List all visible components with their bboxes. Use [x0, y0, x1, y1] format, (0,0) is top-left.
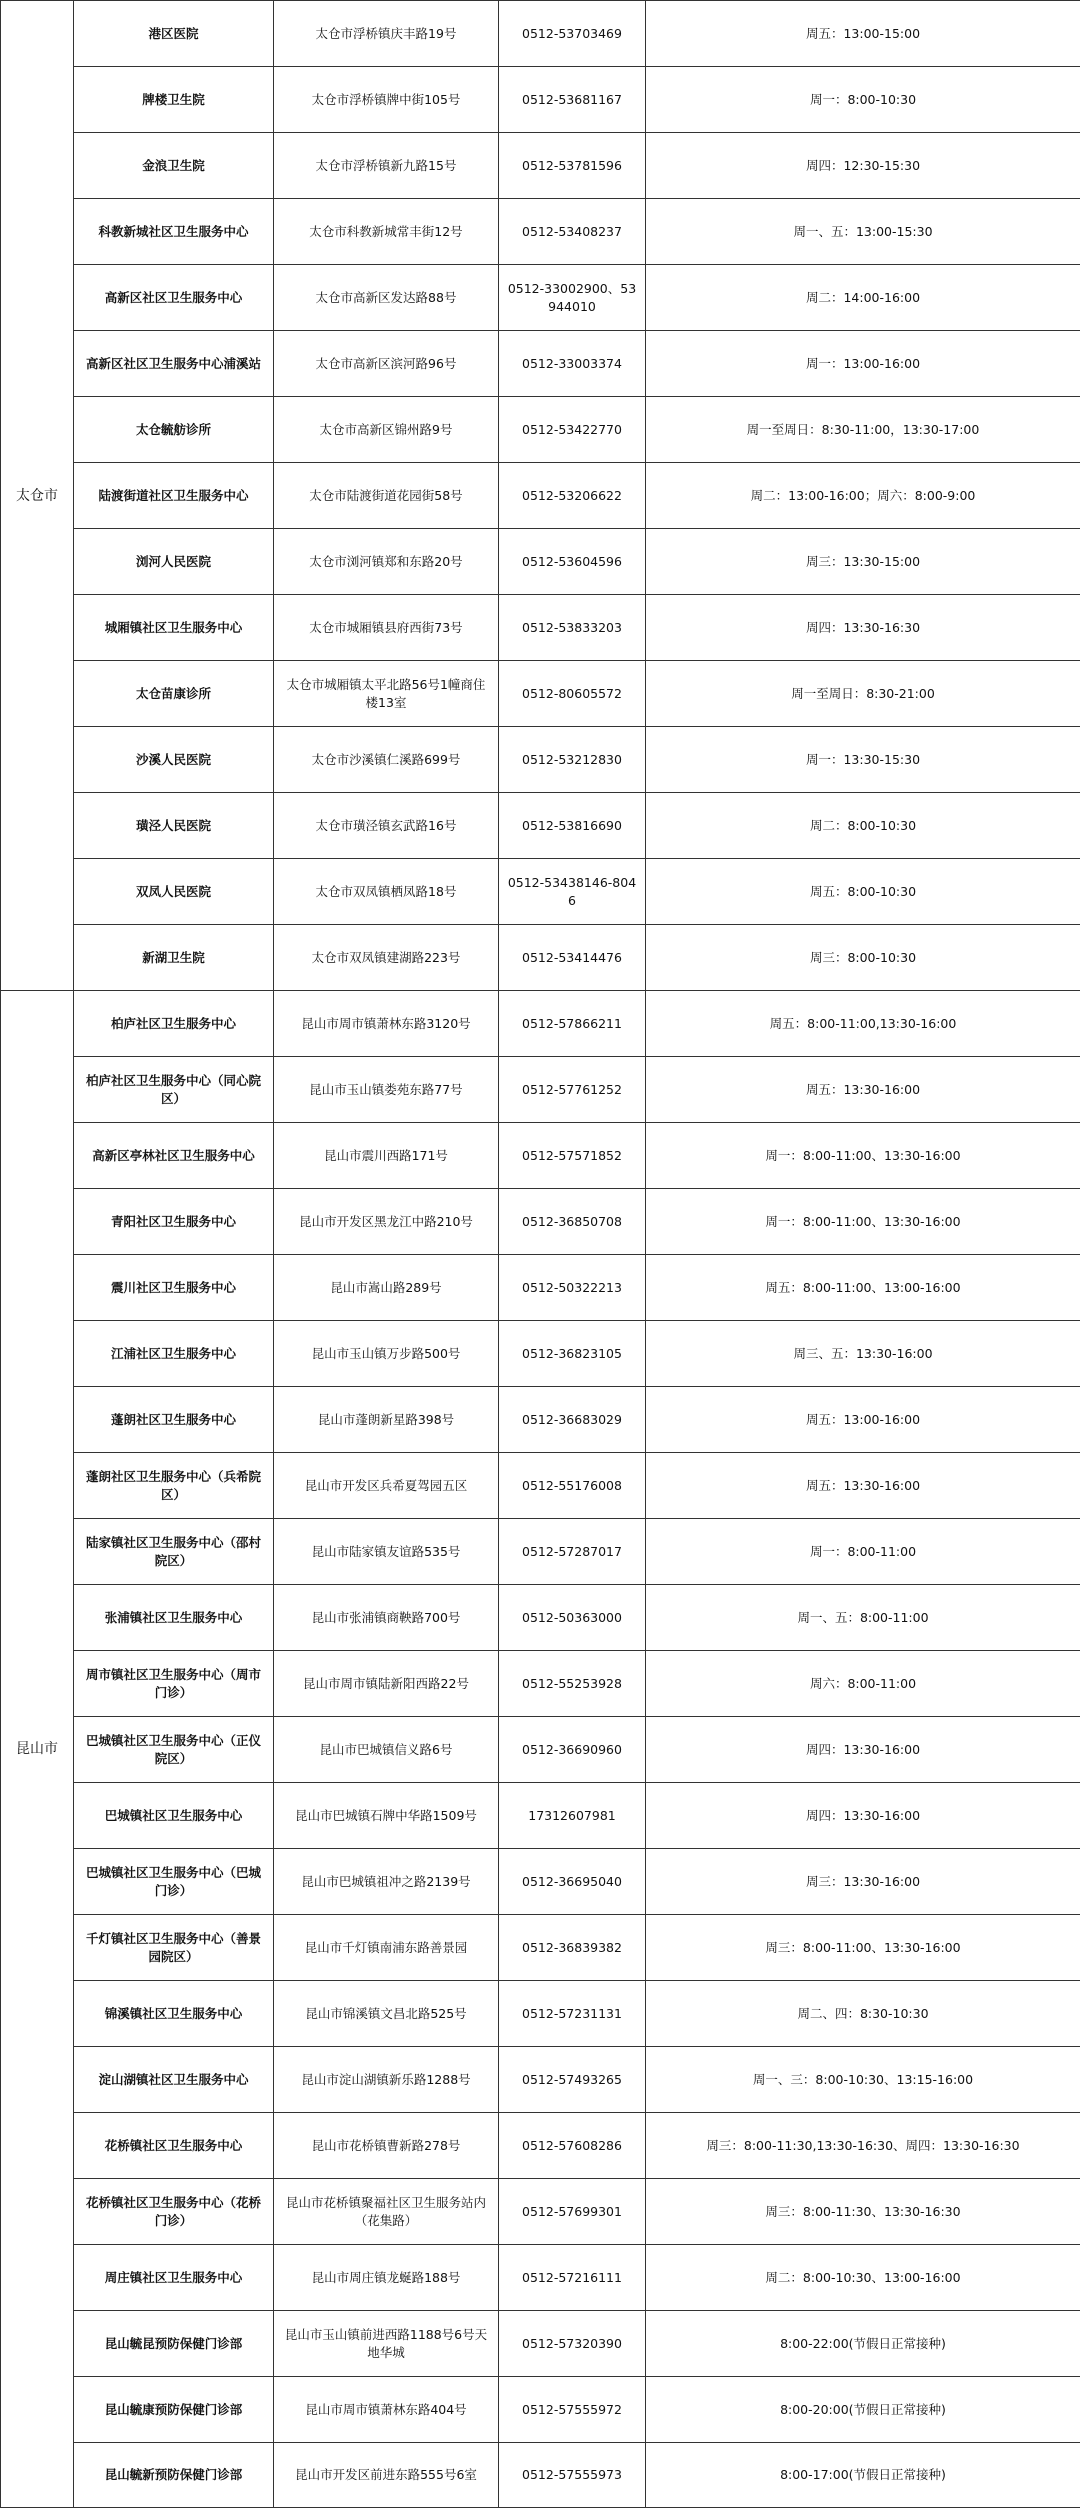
site-name-cell: 高新区亭林社区卫生服务中心 [74, 1123, 274, 1189]
table-row [1, 2047, 1080, 2113]
phone-cell: 0512-53816690 [499, 793, 646, 859]
table-row [1, 397, 1080, 463]
hours-cell: 周一、五：13:00-15:30 [646, 199, 1080, 265]
address-cell: 昆山市周市镇萧林东路3120号 [274, 991, 499, 1057]
table-row [1, 463, 1080, 529]
phone-cell: 0512-55253928 [499, 1651, 646, 1717]
site-name-cell: 港区医院 [74, 1, 274, 67]
phone-cell: 0512-53781596 [499, 133, 646, 199]
address-cell: 昆山市玉山镇前进西路1188号6号天地华城 [274, 2311, 499, 2377]
phone-cell: 0512-53414476 [499, 925, 646, 991]
site-name-cell: 巴城镇社区卫生服务中心 [74, 1783, 274, 1849]
site-name-cell: 昆山毓新预防保健门诊部 [74, 2443, 274, 2508]
hours-cell: 周六：8:00-11:00 [646, 1651, 1080, 1717]
phone-cell: 0512-57216111 [499, 2245, 646, 2311]
site-name-cell: 昆山毓康预防保健门诊部 [74, 2377, 274, 2443]
hours-cell: 周四：13:30-16:00 [646, 1717, 1080, 1783]
site-name-cell: 城厢镇社区卫生服务中心 [74, 595, 274, 661]
phone-cell: 0512-53212830 [499, 727, 646, 793]
address-cell: 昆山市巴城镇石牌中华路1509号 [274, 1783, 499, 1849]
city-cell: 太仓市 [1, 1, 74, 991]
table-body [1, 1, 1080, 2508]
table-row [1, 1519, 1080, 1585]
hours-cell: 周五：8:00-11:00,13:30-16:00 [646, 991, 1080, 1057]
site-name-cell: 江浦社区卫生服务中心 [74, 1321, 274, 1387]
phone-cell: 0512-53604596 [499, 529, 646, 595]
hours-cell: 周三：13:30-15:00 [646, 529, 1080, 595]
site-name-cell: 周市镇社区卫生服务中心（周市门诊） [74, 1651, 274, 1717]
address-cell: 昆山市开发区黑龙江中路210号 [274, 1189, 499, 1255]
phone-cell: 0512-36683029 [499, 1387, 646, 1453]
address-cell: 昆山市巴城镇祖冲之路2139号 [274, 1849, 499, 1915]
phone-cell: 0512-36850708 [499, 1189, 646, 1255]
phone-cell: 0512-53206622 [499, 463, 646, 529]
table-row [1, 1321, 1080, 1387]
hours-cell: 周三：8:00-10:30 [646, 925, 1080, 991]
table-row [1, 2179, 1080, 2245]
address-cell: 太仓市高新区滨河路96号 [274, 331, 499, 397]
table-row [1, 2311, 1080, 2377]
address-cell: 昆山市张浦镇商鞅路700号 [274, 1585, 499, 1651]
hours-cell: 周一：8:00-10:30 [646, 67, 1080, 133]
address-cell: 昆山市嵩山路289号 [274, 1255, 499, 1321]
phone-cell: 0512-53438146-8046 [499, 859, 646, 925]
phone-cell: 0512-57866211 [499, 991, 646, 1057]
site-name-cell: 高新区社区卫生服务中心浦溪站 [74, 331, 274, 397]
site-name-cell: 柏庐社区卫生服务中心（同心院区） [74, 1057, 274, 1123]
hours-cell: 8:00-17:00(节假日正常接种) [646, 2443, 1080, 2508]
address-cell: 昆山市花桥镇曹新路278号 [274, 2113, 499, 2179]
phone-cell: 0512-57555973 [499, 2443, 646, 2508]
site-name-cell: 璜泾人民医院 [74, 793, 274, 859]
address-cell: 太仓市陆渡街道花园街58号 [274, 463, 499, 529]
address-cell: 太仓市浮桥镇庆丰路19号 [274, 1, 499, 67]
hours-cell: 周五：13:00-15:00 [646, 1, 1080, 67]
phone-cell: 0512-57320390 [499, 2311, 646, 2377]
site-name-cell: 震川社区卫生服务中心 [74, 1255, 274, 1321]
address-cell: 太仓市浮桥镇牌中街105号 [274, 67, 499, 133]
site-name-cell: 太仓苗康诊所 [74, 661, 274, 727]
phone-cell: 0512-50322213 [499, 1255, 646, 1321]
table-row [1, 925, 1080, 991]
hours-cell: 周五：8:00-11:00、13:00-16:00 [646, 1255, 1080, 1321]
table-row [1, 1717, 1080, 1783]
address-cell: 太仓市双凤镇建湖路223号 [274, 925, 499, 991]
hours-cell: 周一：8:00-11:00、13:30-16:00 [646, 1123, 1080, 1189]
hours-cell: 周一：13:00-16:00 [646, 331, 1080, 397]
table-row [1, 265, 1080, 331]
phone-cell: 0512-53422770 [499, 397, 646, 463]
phone-cell: 0512-55176008 [499, 1453, 646, 1519]
table-row [1, 1981, 1080, 2047]
phone-cell: 0512-57761252 [499, 1057, 646, 1123]
phone-cell: 0512-57287017 [499, 1519, 646, 1585]
hours-cell: 周二：8:00-10:30 [646, 793, 1080, 859]
address-cell: 昆山市淀山湖镇新乐路1288号 [274, 2047, 499, 2113]
site-name-cell: 柏庐社区卫生服务中心 [74, 991, 274, 1057]
hours-cell: 周四：13:30-16:00 [646, 1783, 1080, 1849]
phone-cell: 0512-53681167 [499, 67, 646, 133]
table-row [1, 793, 1080, 859]
address-cell: 太仓市浏河镇郑和东路20号 [274, 529, 499, 595]
hours-cell: 周四：13:30-16:30 [646, 595, 1080, 661]
hours-cell: 周二：14:00-16:00 [646, 265, 1080, 331]
hours-cell: 周四：12:30-15:30 [646, 133, 1080, 199]
site-name-cell: 牌楼卫生院 [74, 67, 274, 133]
hours-cell: 周一：8:00-11:00 [646, 1519, 1080, 1585]
site-name-cell: 科教新城社区卫生服务中心 [74, 199, 274, 265]
hours-cell: 周三：8:00-11:30、13:30-16:30 [646, 2179, 1080, 2245]
address-cell: 昆山市周庄镇龙蜒路188号 [274, 2245, 499, 2311]
site-name-cell: 花桥镇社区卫生服务中心 [74, 2113, 274, 2179]
address-cell: 昆山市玉山镇娄苑东路77号 [274, 1057, 499, 1123]
hours-cell: 周一至周日：8:30-11:00，13:30-17:00 [646, 397, 1080, 463]
table-row [1, 991, 1080, 1057]
address-cell: 太仓市双凤镇栖凤路18号 [274, 859, 499, 925]
phone-cell: 0512-57493265 [499, 2047, 646, 2113]
site-name-cell: 蓬朗社区卫生服务中心（兵希院区） [74, 1453, 274, 1519]
hours-cell: 周二：8:00-10:30、13:00-16:00 [646, 2245, 1080, 2311]
table-row [1, 331, 1080, 397]
table-row [1, 1915, 1080, 1981]
address-cell: 昆山市开发区兵希夏驾园五区 [274, 1453, 499, 1519]
hours-cell: 周三：8:00-11:30,13:30-16:30、周四：13:30-16:30 [646, 2113, 1080, 2179]
phone-cell: 0512-57699301 [499, 2179, 646, 2245]
hours-cell: 8:00-20:00(节假日正常接种) [646, 2377, 1080, 2443]
hours-cell: 周三、五：13:30-16:00 [646, 1321, 1080, 1387]
table-row [1, 199, 1080, 265]
table-row [1, 1651, 1080, 1717]
phone-cell: 0512-57571852 [499, 1123, 646, 1189]
table-row [1, 2377, 1080, 2443]
hours-cell: 周一：8:00-11:00、13:30-16:00 [646, 1189, 1080, 1255]
site-name-cell: 淀山湖镇社区卫生服务中心 [74, 2047, 274, 2113]
address-cell: 昆山市周市镇陆新阳西路22号 [274, 1651, 499, 1717]
city-cell: 昆山市 [1, 991, 74, 2508]
address-cell: 太仓市高新区锦州路9号 [274, 397, 499, 463]
site-name-cell: 金浪卫生院 [74, 133, 274, 199]
hours-cell: 周二：13:00-16:00；周六：8:00-9:00 [646, 463, 1080, 529]
phone-cell: 17312607981 [499, 1783, 646, 1849]
site-name-cell: 昆山毓昆预防保健门诊部 [74, 2311, 274, 2377]
address-cell: 昆山市陆家镇友谊路535号 [274, 1519, 499, 1585]
site-name-cell: 陆渡街道社区卫生服务中心 [74, 463, 274, 529]
phone-cell: 0512-36823105 [499, 1321, 646, 1387]
table-row [1, 67, 1080, 133]
address-cell: 昆山市千灯镇南浦东路善景园 [274, 1915, 499, 1981]
address-cell: 昆山市蓬朗新星路398号 [274, 1387, 499, 1453]
hours-cell: 周一、五：8:00-11:00 [646, 1585, 1080, 1651]
phone-cell: 0512-57555972 [499, 2377, 646, 2443]
phone-cell: 0512-80605572 [499, 661, 646, 727]
hours-cell: 周五：13:30-16:00 [646, 1057, 1080, 1123]
address-cell: 太仓市璜泾镇玄武路16号 [274, 793, 499, 859]
table-row [1, 2245, 1080, 2311]
table-row [1, 1849, 1080, 1915]
table-row [1, 1255, 1080, 1321]
phone-cell: 0512-36690960 [499, 1717, 646, 1783]
site-name-cell: 锦溪镇社区卫生服务中心 [74, 1981, 274, 2047]
site-name-cell: 蓬朗社区卫生服务中心 [74, 1387, 274, 1453]
site-name-cell: 千灯镇社区卫生服务中心（善景园院区） [74, 1915, 274, 1981]
table-row [1, 859, 1080, 925]
phone-cell: 0512-50363000 [499, 1585, 646, 1651]
address-cell: 昆山市震川西路171号 [274, 1123, 499, 1189]
table-row [1, 2443, 1080, 2508]
hours-cell: 周五：8:00-10:30 [646, 859, 1080, 925]
site-name-cell: 青阳社区卫生服务中心 [74, 1189, 274, 1255]
hours-cell: 周一：13:30-15:30 [646, 727, 1080, 793]
address-cell: 昆山市花桥镇聚福社区卫生服务站内（花集路） [274, 2179, 499, 2245]
site-name-cell: 浏河人民医院 [74, 529, 274, 595]
phone-cell: 0512-36695040 [499, 1849, 646, 1915]
phone-cell: 0512-53703469 [499, 1, 646, 67]
site-name-cell: 双凤人民医院 [74, 859, 274, 925]
hours-cell: 周二、四：8:30-10:30 [646, 1981, 1080, 2047]
hours-cell: 周一、三：8:00-10:30、13:15-16:00 [646, 2047, 1080, 2113]
table-row [1, 1189, 1080, 1255]
address-cell: 太仓市浮桥镇新九路15号 [274, 133, 499, 199]
site-name-cell: 陆家镇社区卫生服务中心（邵村院区） [74, 1519, 274, 1585]
site-name-cell: 花桥镇社区卫生服务中心（花桥门诊） [74, 2179, 274, 2245]
table-row [1, 133, 1080, 199]
hours-cell: 周五：13:30-16:00 [646, 1453, 1080, 1519]
address-cell: 太仓市沙溪镇仁溪路699号 [274, 727, 499, 793]
phone-cell: 0512-57231131 [499, 1981, 646, 2047]
address-cell: 太仓市高新区发达路88号 [274, 265, 499, 331]
table-row [1, 727, 1080, 793]
hours-cell: 周五：13:00-16:00 [646, 1387, 1080, 1453]
phone-cell: 0512-53408237 [499, 199, 646, 265]
site-name-cell: 周庄镇社区卫生服务中心 [74, 2245, 274, 2311]
address-cell: 太仓市城厢镇县府西街73号 [274, 595, 499, 661]
address-cell: 昆山市锦溪镇文昌北路525号 [274, 1981, 499, 2047]
table-row [1, 1057, 1080, 1123]
table-row [1, 595, 1080, 661]
site-name-cell: 高新区社区卫生服务中心 [74, 265, 274, 331]
table-row [1, 1387, 1080, 1453]
hours-cell: 周一至周日：8:30-21:00 [646, 661, 1080, 727]
address-cell: 太仓市科教新城常丰街12号 [274, 199, 499, 265]
hours-cell: 8:00-22:00(节假日正常接种) [646, 2311, 1080, 2377]
address-cell: 昆山市周市镇萧林东路404号 [274, 2377, 499, 2443]
phone-cell: 0512-36839382 [499, 1915, 646, 1981]
address-cell: 昆山市玉山镇万步路500号 [274, 1321, 499, 1387]
site-name-cell: 新湖卫生院 [74, 925, 274, 991]
table-row [1, 1453, 1080, 1519]
site-name-cell: 巴城镇社区卫生服务中心（正仪院区） [74, 1717, 274, 1783]
hours-cell: 周三：13:30-16:00 [646, 1849, 1080, 1915]
site-name-cell: 张浦镇社区卫生服务中心 [74, 1585, 274, 1651]
site-name-cell: 太仓毓舫诊所 [74, 397, 274, 463]
address-cell: 昆山市巴城镇信义路6号 [274, 1717, 499, 1783]
table-row [1, 661, 1080, 727]
table-row [1, 1123, 1080, 1189]
address-cell: 昆山市开发区前进东路555号6室 [274, 2443, 499, 2508]
phone-cell: 0512-33002900、53944010 [499, 265, 646, 331]
table-row [1, 1585, 1080, 1651]
phone-cell: 0512-33003374 [499, 331, 646, 397]
phone-cell: 0512-53833203 [499, 595, 646, 661]
table-row [1, 529, 1080, 595]
site-name-cell: 巴城镇社区卫生服务中心（巴城门诊） [74, 1849, 274, 1915]
table-row [1, 1783, 1080, 1849]
hours-cell: 周三：8:00-11:00、13:30-16:00 [646, 1915, 1080, 1981]
table-row [1, 1, 1080, 67]
address-cell: 太仓市城厢镇太平北路56号1幢商住楼13室 [274, 661, 499, 727]
site-name-cell: 沙溪人民医院 [74, 727, 274, 793]
phone-cell: 0512-57608286 [499, 2113, 646, 2179]
table-row [1, 2113, 1080, 2179]
